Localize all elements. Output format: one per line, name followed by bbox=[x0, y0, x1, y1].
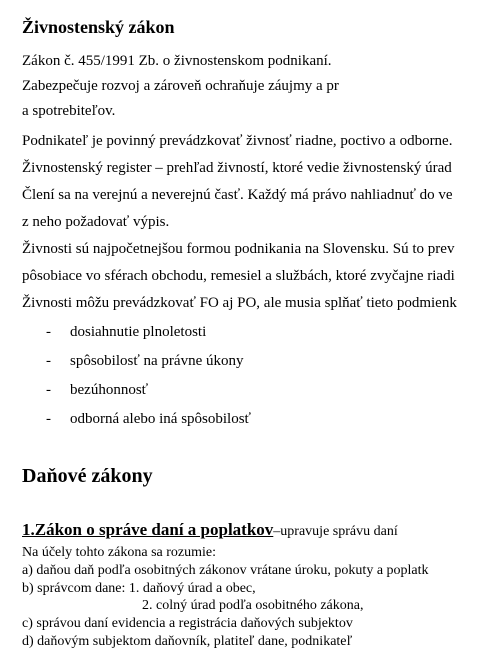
bullet-dash: - bbox=[46, 411, 51, 427]
paragraph-line: Živnosti môžu prevádzkovať FO aj PO, ale musia splňať tieto podmienk bbox=[22, 295, 457, 311]
requirement-list-item bbox=[46, 323, 206, 341]
definition-line: Na účely tohto zákona sa rozumie: bbox=[22, 545, 216, 560]
definition-line: a) daňou daň podľa osobitných zákonov vrátane úroku, pokuty a poplatk bbox=[22, 563, 429, 578]
list-item-text: spôsobilosť na právne úkony bbox=[70, 353, 244, 369]
law-description: –upravuje správu daní bbox=[273, 524, 398, 539]
bullet-dash: - bbox=[46, 353, 51, 369]
paragraph-line: Podnikateľ je povinný prevádzkovať živnosť riadne, poctivo a odborne. bbox=[22, 133, 453, 149]
bullet-dash: - bbox=[46, 324, 51, 340]
paragraph-line: Člení sa na verejnú a neverejnú časť. Každý má právo nahliadnuť do ve bbox=[22, 187, 453, 203]
paragraph-line: a spotrebiteľov. bbox=[22, 103, 116, 119]
section-title-danove-zakony: Daňové zákony bbox=[22, 465, 153, 487]
list-item-text: odborná alebo iná spôsobilosť bbox=[70, 411, 251, 427]
paragraph-line: pôsobiace vo sférach obchodu, remesiel a službách, ktoré zvyčajne riadi bbox=[22, 268, 455, 284]
paragraph-line: z neho požadovať výpis. bbox=[22, 214, 170, 230]
section-title-zivnostensky-zakon: Živnostenský zákon bbox=[22, 17, 175, 37]
requirement-list-item bbox=[46, 410, 251, 428]
paragraph-line: Zákon č. 455/1991 Zb. o živnostenskom podnikaní. bbox=[22, 53, 332, 69]
definition-line: c) správou daní evidencia a registrácia daňových subjektov bbox=[22, 616, 353, 631]
bullet-dash: - bbox=[46, 382, 51, 398]
definition-line: b) správcom dane: 1. daňový úrad a obec, bbox=[22, 581, 256, 596]
paragraph-line: Zabezpečuje rozvoj a zároveň ochraňuje záujmy a pr bbox=[22, 78, 339, 94]
law-heading bbox=[22, 521, 398, 541]
list-item-text: bezúhonnosť bbox=[70, 382, 149, 398]
definition-line: 2. colný úrad podľa osobitného zákona, bbox=[142, 598, 364, 613]
paragraph-line: Živnosti sú najpočetnejšou formou podnikania na Slovensku. Sú to prev bbox=[22, 241, 455, 257]
paragraph-line: Živnostenský register – prehľad živností, ktoré vedie živnostenský úrad bbox=[22, 160, 452, 176]
requirement-list-item bbox=[46, 381, 148, 399]
requirement-list-item bbox=[46, 352, 243, 370]
definition-line: d) daňovým subjektom daňovník, platiteľ dane, podnikateľ bbox=[22, 634, 353, 649]
list-item-text: dosiahnutie plnoletosti bbox=[70, 324, 207, 340]
law-title: 1.Zákon o správe daní a poplatkov bbox=[22, 520, 274, 539]
